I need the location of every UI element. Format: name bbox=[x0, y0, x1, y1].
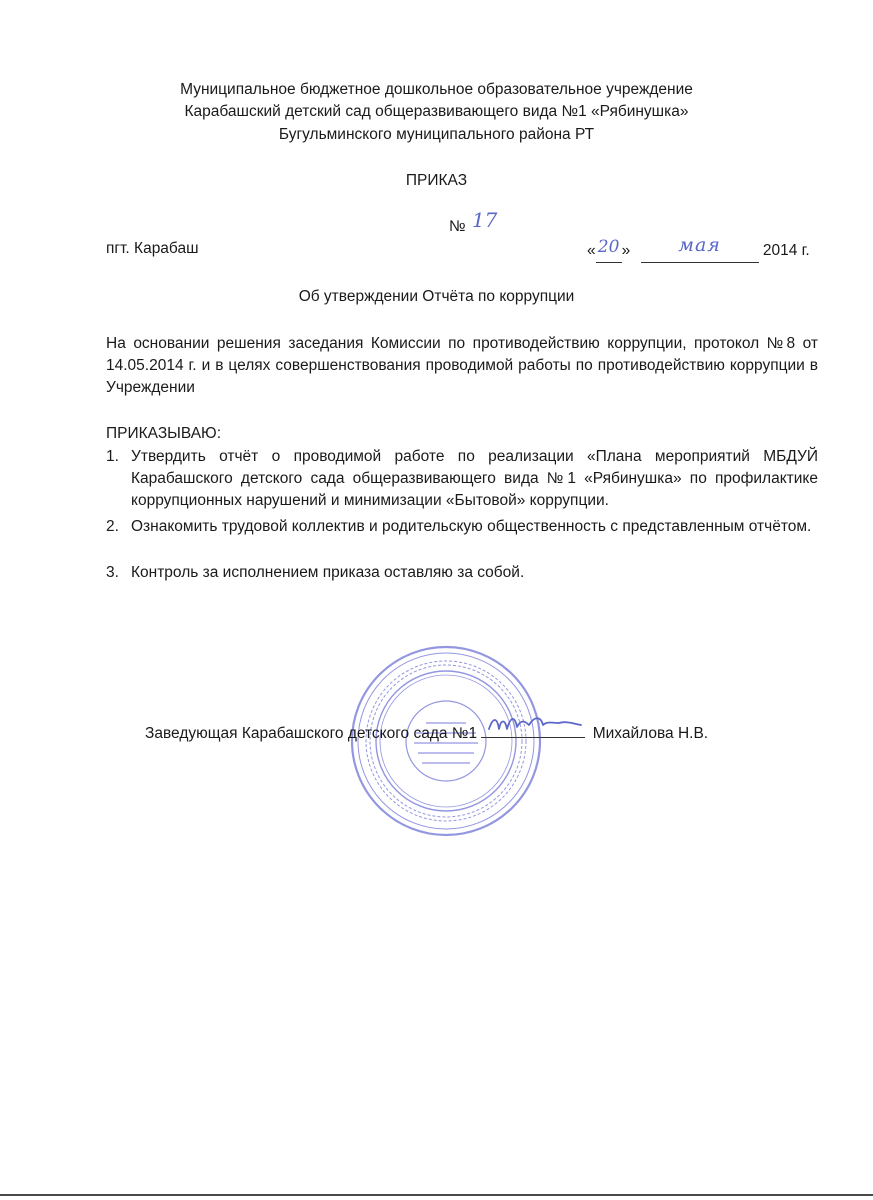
header-line-3: Бугульминского муниципального района РТ bbox=[278, 126, 595, 143]
order-word: ПРИКАЗЫВАЮ: bbox=[106, 425, 222, 442]
order-number-handwritten: 17 bbox=[471, 208, 498, 232]
order-number-prefix: № bbox=[449, 218, 466, 235]
header-line-1: Муниципальное бюджетное дошкольное образовательное учреждение bbox=[180, 81, 693, 98]
order-number bbox=[449, 208, 498, 238]
date-close-quote: » bbox=[621, 242, 631, 259]
header-line-2: Карабашский детский сад общеразвивающего вида №1 «Рябинушка» bbox=[184, 103, 689, 120]
order-subject: Об утверждении Отчёта по коррупции bbox=[298, 288, 575, 305]
date-month-handwritten: мая bbox=[678, 234, 721, 256]
signature-block bbox=[145, 721, 708, 745]
list-item bbox=[106, 446, 818, 512]
bottom-divider bbox=[0, 1194, 873, 1196]
signature-name: Михайлова Н.В. bbox=[592, 725, 709, 742]
list-item-number: 1. bbox=[106, 448, 119, 465]
handwritten-signature bbox=[485, 711, 589, 737]
list-item-number: 3. bbox=[106, 564, 119, 581]
list-item bbox=[106, 516, 818, 538]
list-item bbox=[106, 562, 818, 584]
list-item-number: 2. bbox=[106, 518, 119, 535]
list-item-text: Контроль за исполнением приказа оставляю за собой. bbox=[131, 564, 525, 581]
order-date bbox=[587, 234, 810, 263]
list-item-text: Утвердить отчёт о проводимой работе по реализации «Плана мероприятий МБДУЙ Карабашского детского сада общеразвивающего вида №1 «Рябинушка» по профилактике коррупционных нарушений и минимизации «Бытовой» коррупции. bbox=[131, 448, 818, 509]
order-place: пгт. Карабаш bbox=[106, 240, 199, 257]
list-item-text: Ознакомить трудовой коллектив и родительскую общественность с представленным отчётом. bbox=[131, 518, 812, 535]
date-open-quote: « bbox=[587, 242, 596, 259]
date-year: 2014 г. bbox=[762, 242, 810, 259]
basis-paragraph: На основании решения заседания Комиссии по противодействию коррупции, протокол №8 от 14.05.2014 г. и в целях совершенствования проводимой работы по противодействию коррупции в Учреждении bbox=[106, 335, 818, 396]
date-day-handwritten: 20 bbox=[597, 237, 620, 257]
signature-line bbox=[481, 721, 585, 738]
order-title: ПРИКАЗ bbox=[405, 172, 468, 189]
signature-position: Заведующая Карабашского детского сада №1 bbox=[145, 725, 478, 742]
